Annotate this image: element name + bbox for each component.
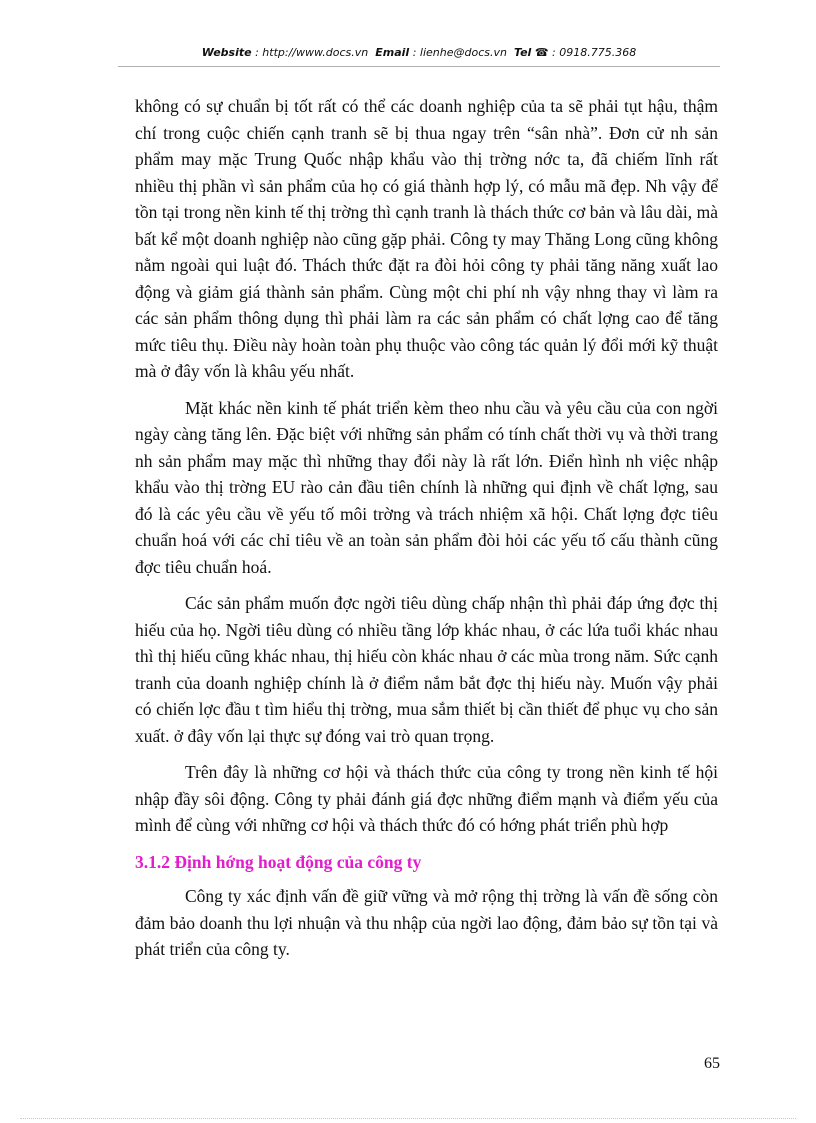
phone-icon: ☎ bbox=[534, 46, 549, 59]
paragraph-3: Các sản phẩm muốn đợc ngời tiêu dùng chấp nhận thì phải đáp ứng đợc thị hiếu của họ. Ngời tiêu dùng có nhiều tầng lớp khác nhau, ở các lứa tuổi khác nhau thì thị hiếu cũng khác nhau, thị hiếu còn khác nhau ở các mùa trong năm. Sức cạnh tranh của doanh nghiệp chính là ở điểm nắm bắt đợc thị hiếu này. Muốn vậy phải có chiến lợc đầu t tìm hiểu thị trờng, mua sắm thiết bị cần thiết để phục vụ cho sản xuất. ở đây vốn lại thực sự đóng vai trò quan trọng. bbox=[135, 593, 718, 746]
website-url[interactable]: : http://www.docs.vn bbox=[255, 46, 369, 59]
email-label: Email bbox=[375, 46, 410, 59]
website-label: Website bbox=[201, 46, 252, 59]
email-address[interactable]: : lienhe@docs.vn bbox=[412, 46, 507, 59]
document-body bbox=[135, 93, 718, 973]
paragraph-1: không có sự chuẩn bị tốt rất có thể các doanh nghiệp của ta sẽ phải tụt hậu, thậm chí trong cuộc chiến cạnh tranh sẽ bị thua ngay trên “sân nhà”. Đơn cử nh sản phẩm may mặc Trung Quốc nhập khẩu vào thị trờng nớc ta, đã chiếm lĩnh rất nhiều thị phần vì sản phẩm của họ có giá thành hợp lý, có mẫu mã đẹp. Nh vậy để tồn tại trong nền kinh tế thị trờng thì cạnh tranh là thách thức cơ bản và lâu dài, mà bất kể một doanh nghiệp nào cũng gặp phải. Công ty may Thăng Long cũng không nằm ngoài qui luật đó. Thách thức đặt ra đòi hỏi công ty phải tăng năng xuất lao động và giảm giá thành sản phẩm. Cùng một chi phí nh vậy nhng thay vì làm ra các sản phẩm thông dụng thì phải làm ra các sản phẩm có chất lợng cao để tăng mức tiêu thụ. Điều này hoàn toàn phụ thuộc vào công tác quản lý đổi mới kỹ thuật mà ở đây vốn là khâu yếu nhất. bbox=[135, 96, 718, 381]
header-divider bbox=[118, 66, 720, 67]
footer-divider bbox=[20, 1118, 796, 1119]
paragraph-2: Mặt khác nền kinh tế phát triển kèm theo nhu cầu và yêu cầu của con ngời ngày càng tăng lên. Đặc biệt với những sản phẩm có tính chất thời vụ và thời trang nh sản phẩm may mặc thì những thay đổi này là rất lớn. Điển hình nh việc nhập khẩu vào thị trờng EU rào cản đầu tiên chính là những qui định về chất lợng, sau đó là các yêu cầu về yếu tố môi trờng và trách nhiệm xã hội. Chất lợng đợc tiêu chuẩn hoá với các chỉ tiêu về an toàn sản phẩm đòi hỏi các yếu tố cấu thành cũng đợc tiêu chuẩn hoá. bbox=[135, 397, 718, 577]
paragraph-5: Công ty xác định vấn đề giữ vững và mở rộng thị trờng là vấn đề sống còn đảm bảo doanh thu lợi nhuận và thu nhập của ngời lao động, đảm bảo sự tồn tại và phát triển của công ty. bbox=[135, 886, 718, 959]
section-heading: 3.1.2 Định hớng hoạt động của công ty bbox=[135, 851, 422, 872]
paragraph-4: Trên đây là những cơ hội và thách thức của công ty trong nền kinh tế hội nhập đầy sôi động. Công ty phải đánh giá đợc những điểm mạnh và điểm yếu của mình để cùng với những cơ hội và thách thức đó có hớng phát triển phù hợp bbox=[135, 762, 718, 835]
tel-label: Tel bbox=[513, 46, 532, 59]
page-number: 65 bbox=[704, 1055, 720, 1072]
page-header bbox=[118, 46, 720, 59]
tel-number: : 0918.775.368 bbox=[552, 46, 637, 59]
